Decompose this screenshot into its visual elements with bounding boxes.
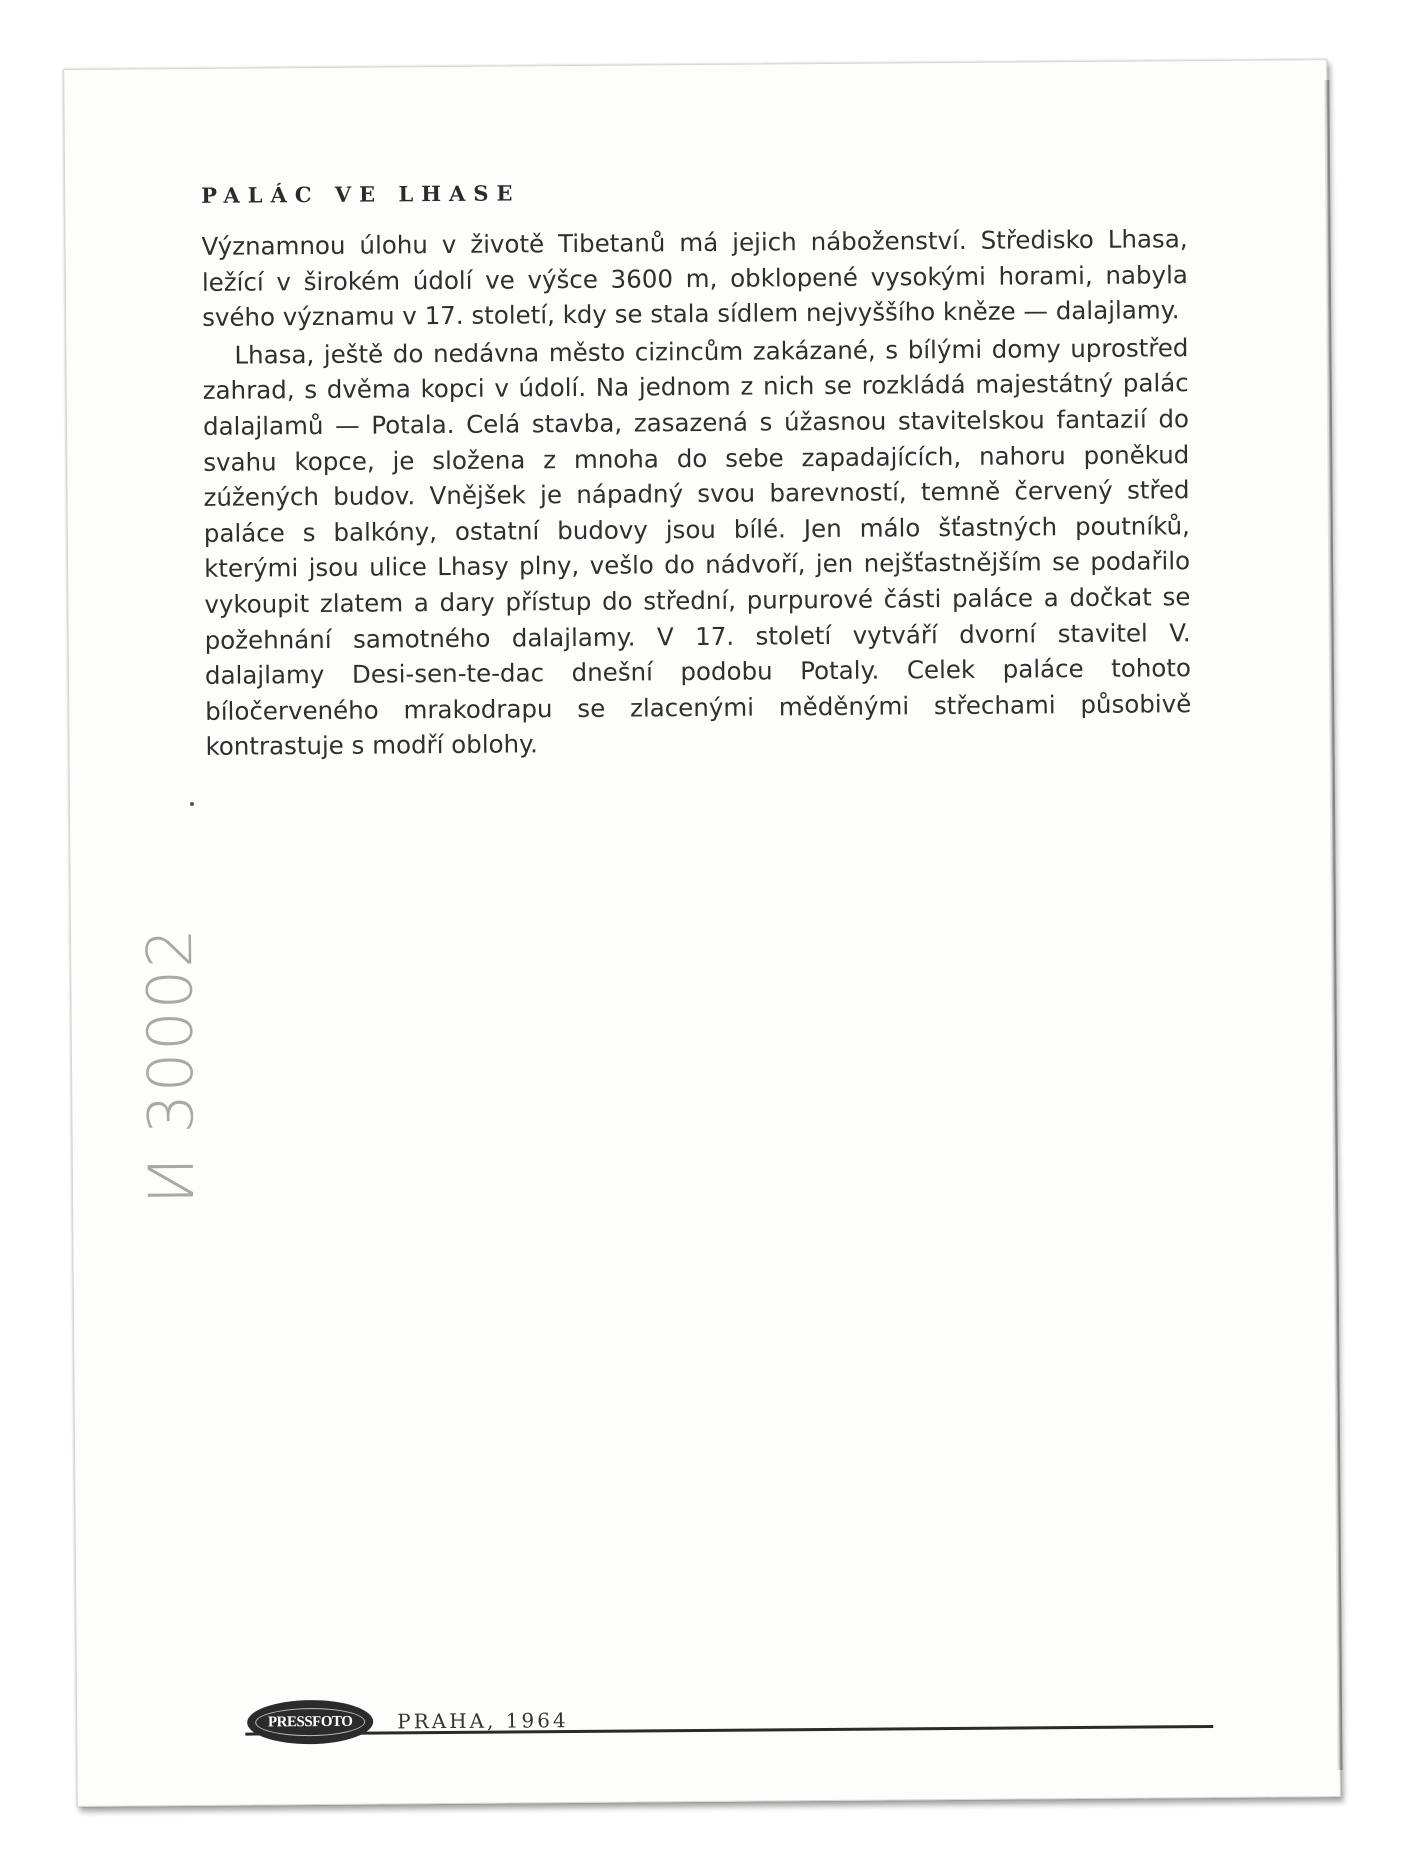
- postcard-back: [63, 59, 1341, 1807]
- paragraph-2: Lhasa, ještě do nedávna město cizincům zakázané, s bílými domy uprostřed zahrad, s dvěma kopci v údolí. Na jednom z nich se rozkládá majestátný palác dalajlamů — Potala. Celá stavba, zasazená s úžasnou stavitelskou fantazií do svahu kopce, je složena z mnoha do sebe zapadajících, nahoru poněkud zúžených budov. Vnějšek je nápadný svou barevností, temně červený střed paláce s balkóny, ostatní budovy jsou bílé. Jen málo šťastných poutníků, kterými jsou ulice Lhasy plny, vešlo do nádvoří, jen nejšťastnějším se podařilo vykoupit zlatem a dary přístup do střední, purpurové části paláce a dočkat se požehnání samotného dalajlamy. V 17. století vytváří dvorní stavitel V. dalajlamy Desi-sen-te-dac dnešní podobu Potaly. Celek paláce tohoto bíločerveného mrakodrapu se zlacenými měděnými střechami působivě kontrastuje s modří oblohy.: [202, 332, 1192, 762]
- publisher-footer: [247, 1698, 569, 1745]
- document-title: PALÁC VE LHASE: [201, 180, 521, 208]
- pressfoto-logo: [247, 1700, 373, 1745]
- handwritten-pencil-note: И 30002: [132, 926, 209, 1205]
- publisher-imprint: PRAHA, 1964: [397, 1708, 569, 1734]
- paragraph-1: Významnou úlohu v životě Tibetanů má jejich náboženství. Středisko Lhasa, ležící v širokém údolí ve výšce 3600 m, obklopené vysokými horami, nabyla svého významu v 17. století, kdy se stala sídlem nejvyššího kněze — dalajlamy.: [201, 224, 1188, 333]
- body-text: [201, 221, 1191, 765]
- logo-text: PRESSFOTO: [267, 1713, 353, 1730]
- ink-speck: [190, 802, 194, 806]
